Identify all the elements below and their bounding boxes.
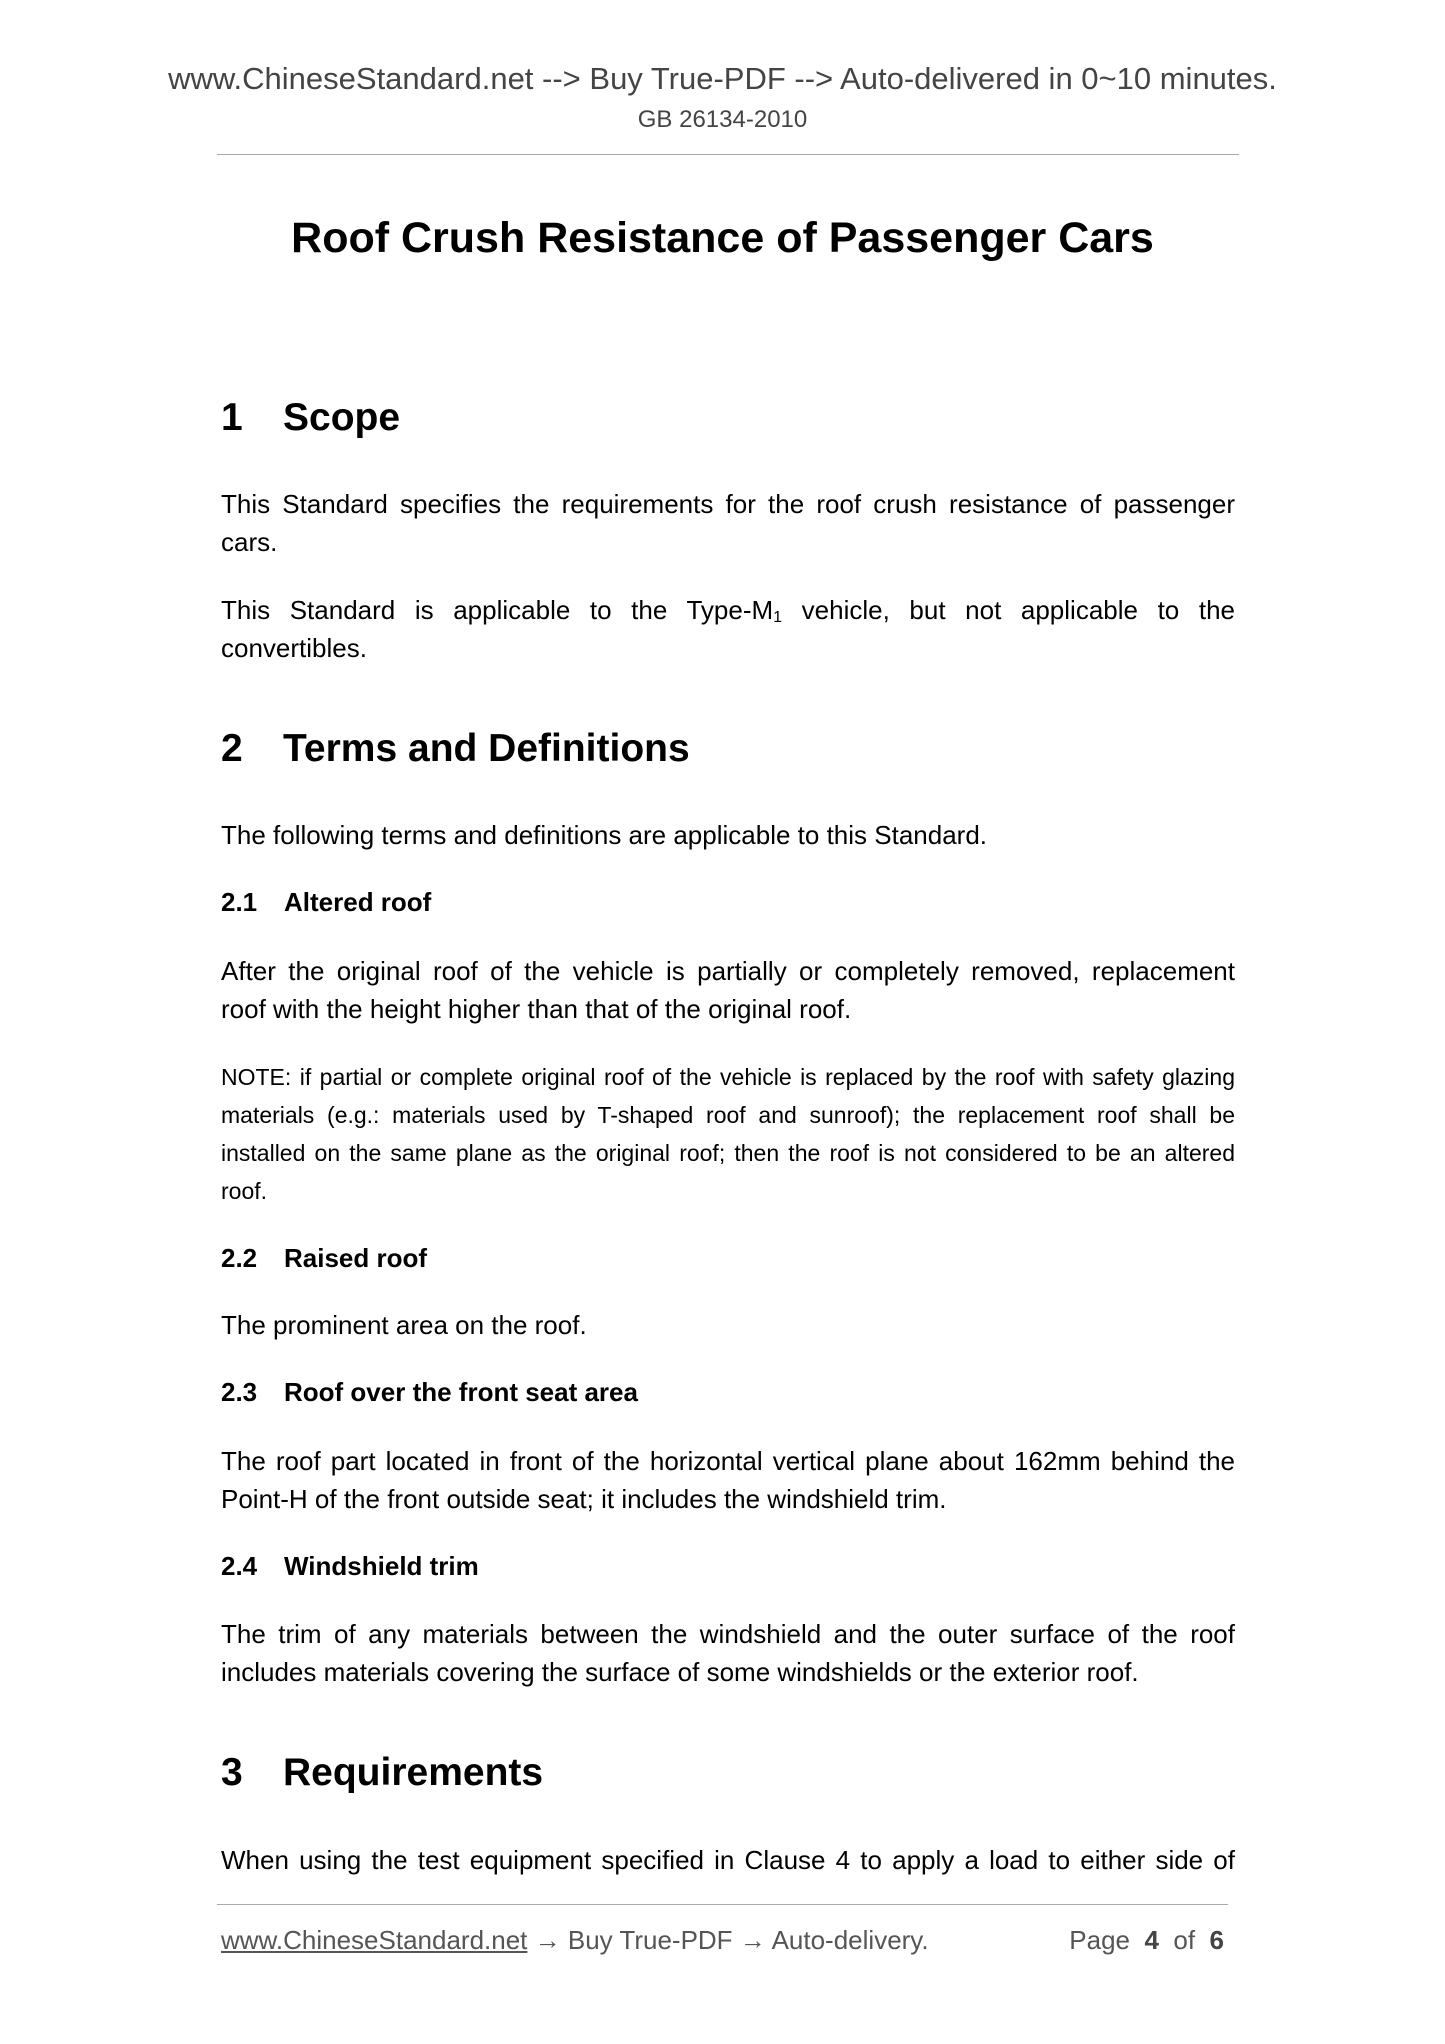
clause-heading-2-4 — [221, 1548, 1235, 1584]
clause-heading-2-1 — [221, 884, 1235, 920]
clause-2-3-text — [221, 1442, 1235, 1518]
text-run: vehicle, but not applicable to the — [782, 595, 1235, 625]
clause-title: Raised roof — [284, 1243, 428, 1273]
text-line: The trim of any materials between the windshield and the outer surface of the roof — [221, 1619, 1235, 1649]
header-divider — [217, 154, 1239, 155]
subscript: 1 — [773, 609, 783, 626]
clause-2-1-note — [221, 1058, 1235, 1210]
section-number: 2 — [221, 727, 243, 770]
clause-2-4-text — [221, 1615, 1235, 1691]
text-line: installed on the same plane as the original roof; then the roof is not considered to be an altered — [221, 1140, 1235, 1166]
text-line — [221, 591, 1235, 629]
text-line: Point-H of the front outside seat; it includes the windshield trim. — [221, 1484, 947, 1514]
requirements-text — [221, 1841, 1235, 1879]
text-line: roof. — [221, 1178, 268, 1204]
text-line: includes materials covering the surface of some windshields or the exterior roof. — [221, 1657, 1139, 1687]
scope-paragraph-1 — [221, 485, 1235, 561]
terms-intro — [221, 816, 1235, 854]
section-number: 3 — [221, 1751, 243, 1794]
page-indicator — [1069, 1923, 1224, 1957]
clause-2-1-text — [221, 952, 1235, 1028]
section-number: 1 — [221, 396, 243, 439]
section-title: Scope — [283, 396, 401, 439]
section-heading-scope — [221, 395, 1235, 441]
clause-2-2-text — [221, 1306, 1235, 1344]
text-line: NOTE: if partial or complete original roof of the vehicle is replaced by the roof with safety glazing — [221, 1064, 1235, 1090]
text-line: This Standard specifies the requirements for the roof crush resistance of passenger — [221, 489, 1235, 519]
header-banner: www.ChineseStandard.net --> Buy True-PDF --> Auto-delivered in 0~10 minutes. — [168, 61, 1277, 96]
text-line: The roof part located in front of the horizontal vertical plane about 162mm behind the — [221, 1446, 1235, 1476]
document-title: Roof Crush Resistance of Passenger Cars — [291, 214, 1154, 262]
section-heading-terms — [221, 726, 1235, 772]
text-run: This Standard is applicable to the Type-M — [221, 595, 774, 625]
total-pages: 6 — [1209, 1925, 1224, 1955]
section-heading-requirements — [221, 1750, 1235, 1796]
clause-heading-2-2 — [221, 1240, 1235, 1276]
text-line: roof with the height higher than that of the original roof. — [221, 994, 852, 1024]
footer-tagline: → Buy True-PDF → Auto-delivery. — [527, 1925, 929, 1955]
clause-title: Roof over the front seat area — [284, 1377, 638, 1407]
scope-paragraph-2 — [221, 591, 1235, 667]
section-title: Requirements — [283, 1751, 544, 1794]
clause-heading-2-3 — [221, 1374, 1235, 1410]
clause-title: Windshield trim — [284, 1551, 479, 1581]
page-label: Page — [1069, 1925, 1131, 1955]
footer-promo — [221, 1923, 929, 1957]
text-line: The prominent area on the roof. — [221, 1310, 587, 1340]
text-line: materials (e.g.: materials used by T-shaped roof and sunroof); the replacement roof shall be — [221, 1102, 1235, 1128]
text-line: cars. — [221, 527, 278, 557]
clause-number: 2.3 — [221, 1377, 258, 1407]
footer-divider — [217, 1904, 1228, 1905]
standard-number: GB 26134-2010 — [637, 106, 808, 133]
clause-number: 2.2 — [221, 1243, 258, 1273]
text-line: When using the test equipment specified in Clause 4 to apply a load to either side of — [221, 1845, 1235, 1875]
clause-title: Altered roof — [284, 887, 432, 917]
text-line: After the original roof of the vehicle is partially or completely removed, replacement — [221, 956, 1235, 986]
of-label: of — [1173, 1925, 1196, 1955]
clause-number: 2.4 — [221, 1551, 258, 1581]
footer-site-link[interactable]: www.ChineseStandard.net — [221, 1925, 528, 1955]
section-title: Terms and Definitions — [283, 727, 690, 770]
text-line: The following terms and definitions are applicable to this Standard. — [221, 820, 987, 850]
current-page: 4 — [1144, 1925, 1159, 1955]
clause-number: 2.1 — [221, 887, 258, 917]
text-line: convertibles. — [221, 633, 367, 663]
